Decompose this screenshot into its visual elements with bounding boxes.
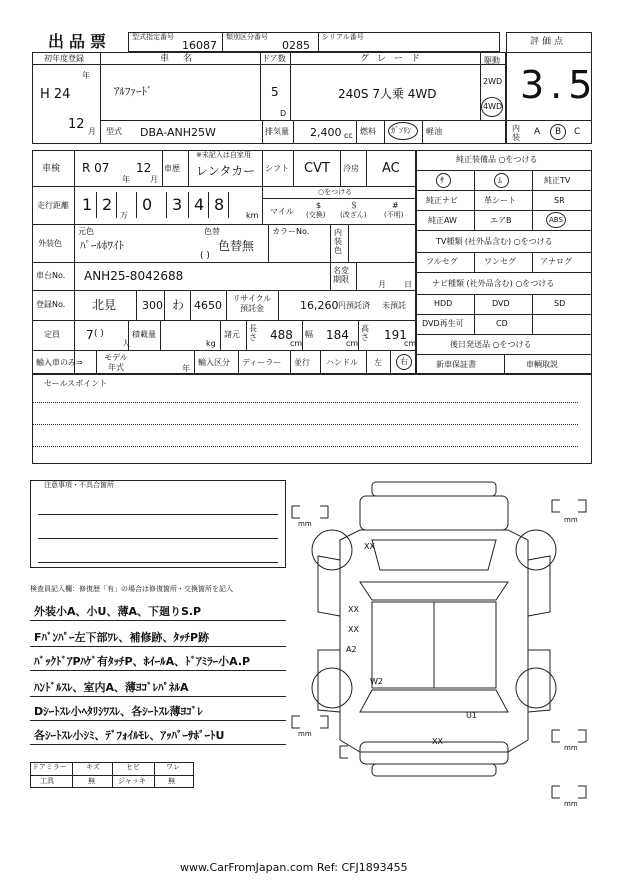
import-dealer: ディーラー <box>242 358 282 367</box>
interior-option-a: A <box>534 127 541 137</box>
navi-sd: SD <box>554 299 566 308</box>
mileage-modified-mark: ＄ <box>350 201 358 210</box>
mirror-head-crack: ヒビ <box>126 763 140 771</box>
inspector-line-3: ﾊﾞｯｸﾄﾞｱPﾊｹﾞ有ﾀｯﾁP、ﾎｲｰﾙA、ﾄﾞｱﾐﾗｰ小A.P <box>34 655 251 668</box>
length-label: 長さ <box>249 324 257 342</box>
grade-label: グレード <box>360 54 429 64</box>
mm-label-2: mm <box>564 516 578 524</box>
inspection-label: 車検 <box>42 164 61 174</box>
model-label: 型式 <box>106 127 122 136</box>
damage-mark-door: W2 <box>370 677 383 686</box>
car-name-label: 車名 <box>160 54 207 64</box>
registration-kana: わ <box>172 298 185 312</box>
equip-ps: ｻ <box>440 176 444 185</box>
orig-color-label: 元色 <box>78 227 94 236</box>
registration-class: 300 <box>142 299 163 312</box>
vin-value: ANH25-8042688 <box>84 269 184 283</box>
capacity-label: 定員 <box>44 330 60 339</box>
recycle-unpaid: 未預託 <box>382 301 406 310</box>
name-change-day: 日 <box>404 280 412 289</box>
mileage-digit-4: 3 <box>172 195 183 214</box>
mileage-unknown-mark: # <box>392 201 399 210</box>
interior-option-b: B <box>555 127 562 137</box>
registration-label: 登録No. <box>36 300 66 309</box>
mileage-digit-2: 2 <box>102 195 113 214</box>
color-label: 外装色 <box>38 239 62 248</box>
tools-value: 無 <box>88 777 95 785</box>
footer-reference: www.CarFromJapan.com Ref: CFJ1893455 <box>180 861 408 874</box>
inspection-month-unit: 月 <box>150 175 158 184</box>
displacement-label: 排気量 <box>265 127 289 136</box>
sales-point-box <box>32 374 592 464</box>
equip-abs: ABS <box>549 216 563 224</box>
equip-airbag: エアB <box>490 216 512 225</box>
paint-label: 色替 <box>204 227 220 236</box>
length-value: 488 <box>270 328 293 342</box>
mileage-mark-note: ○をつける <box>318 188 353 196</box>
first-reg-year-unit: 年 <box>82 71 90 80</box>
mileage-label: 走行距離 <box>37 201 69 210</box>
inspector-line-2: Fﾊﾞﾝﾊﾟｰ左下部ﾜﾚ、補修跡、ﾀｯﾁP跡 <box>34 631 210 644</box>
inspector-line-5: Dｼｰﾄｽﾚ小ﾍﾀﾘｼﾜｽﾚ、各ｼｰﾄｽﾚ薄ﾖｺﾞﾚ <box>34 705 203 718</box>
first-reg-era-year: H 24 <box>40 87 71 102</box>
diesel-label: 軽油 <box>426 127 442 136</box>
model-year-unit: 年 <box>182 364 190 373</box>
interior-option-c: C <box>574 127 581 137</box>
mm-label-3: mm <box>298 730 312 738</box>
inspection-year-unit: 年 <box>122 175 130 184</box>
width-value: 184 <box>326 328 349 342</box>
length-cm: cm <box>290 339 303 348</box>
mileage-exchange: (交換) <box>306 211 326 219</box>
ac-label: 冷房 <box>343 164 359 173</box>
navi-title: ナビ種類 (社外品含む) ○をつける <box>432 279 555 288</box>
handle-right: 右 <box>400 357 408 366</box>
usage-value: レンタカー <box>196 164 256 178</box>
registration-area: 北見 <box>92 298 117 312</box>
import-parallel: 並行 <box>294 358 310 367</box>
displacement-value: 2,400 <box>310 126 342 139</box>
damage-mark-front-wheel: XX <box>364 542 375 551</box>
mileage-man: 万 <box>120 211 128 220</box>
doors-label: ドア数 <box>262 54 286 63</box>
private-note: ※未記入は自家用 <box>196 151 251 159</box>
later-warranty: 新車保証書 <box>436 360 476 369</box>
height-value: 191 <box>384 328 407 342</box>
jack-label: ジャッキ <box>118 777 146 785</box>
tv-analog: アナログ <box>540 257 572 266</box>
inspection-era: R 07 <box>82 161 110 175</box>
score-value: 3.5 <box>520 63 599 107</box>
handle-label: ハンドル <box>326 358 358 367</box>
equip-pw: ﾑ <box>498 176 502 185</box>
name-change-month: 月 <box>378 280 386 289</box>
damage-mark-side: A2 <box>346 645 357 654</box>
ruibetsu-label: 類別区分番号 <box>226 33 268 41</box>
katashiki-label: 型式指定番号 <box>132 33 174 41</box>
tv-one: ワンセグ <box>484 257 516 266</box>
recycle-unit: 円預託済 <box>338 301 370 310</box>
first-reg-month: 12 <box>68 117 85 132</box>
load-kg: kg <box>206 339 216 348</box>
later-manual: 車輌取説 <box>526 360 558 369</box>
score-label: 評価点 <box>530 37 567 47</box>
equip-aw: 純正AW <box>428 216 457 225</box>
name-change-label: 名変期限 <box>333 266 349 284</box>
width-label: 幅 <box>305 330 313 339</box>
sheet-title: 出品票 <box>48 32 112 51</box>
damage-mark-bumper: XX <box>432 737 443 746</box>
first-reg-month-unit: 月 <box>88 127 96 136</box>
drive-2wd: 2WD <box>483 77 503 86</box>
tools-label: 工具 <box>40 777 54 785</box>
orig-color-value: ﾊﾟｰﾙﾎﾜｲﾄ <box>80 239 124 252</box>
color-no-label: カラーNo. <box>272 227 310 236</box>
usage-label: 車歴 <box>164 164 180 173</box>
mileage-modified: (改ざん) <box>340 211 367 219</box>
notes-box <box>30 480 286 568</box>
damage-mark-hood: XX <box>348 605 359 614</box>
interior-label: 内装 <box>512 124 520 142</box>
inspector-line-6: 各ｼｰﾄｽﾚ小ｼﾐ、ﾃﾞﾌｫｲﾙﾓﾚ、ｱｯﾊﾟｰｻﾎﾟｰﾄU <box>34 729 225 742</box>
recycle-label: リサイクル預託金 <box>232 294 272 313</box>
inspection-month: 12 <box>136 161 152 175</box>
navi-hdd: HDD <box>434 299 453 308</box>
mileage-mile: マイル <box>270 207 294 216</box>
displacement-unit: cc <box>344 131 353 140</box>
capacity-value: 7 <box>86 328 94 342</box>
shift-label: シフト <box>265 164 289 173</box>
navi-cd: CD <box>496 319 508 328</box>
tv-title: TV種類 (社外品含む) ○をつける <box>436 237 553 246</box>
model-year-label: モデル年式 <box>104 353 128 372</box>
registration-number: 4650 <box>194 299 222 312</box>
import-cat-label: 輸入区分 <box>198 358 230 367</box>
mileage-digit-3: 0 <box>142 195 153 214</box>
shift-value: CVT <box>304 161 330 176</box>
equip-sr: SR <box>554 196 565 205</box>
mm-label-5: mm <box>564 800 578 808</box>
mm-label-1: mm <box>298 520 312 528</box>
capacity-paren: ( ) <box>94 329 104 339</box>
car-name-value: ｱﾙﾌｧｰﾄﾞ <box>114 85 153 98</box>
navi-dvd: DVD <box>492 299 510 308</box>
jack-value: 無 <box>168 777 175 785</box>
doors-suffix: D <box>280 109 287 118</box>
capacity-unit: 人 <box>122 339 130 348</box>
handle-left: 左 <box>374 358 382 367</box>
damage-mark-roof: XX <box>348 625 359 634</box>
grade-value: 240S 7人乗 4WD <box>338 87 437 101</box>
mileage-unknown: (不明) <box>384 211 404 219</box>
inspector-line-1: 外装小A、小U、薄A、下廻りS.P <box>34 605 202 618</box>
inspector-label: 検査員記入欄：修復歴「有」の場合は修復箇所・交換箇所を記入 <box>30 585 233 593</box>
equip-navi: 純正ナビ <box>426 196 458 205</box>
mileage-digit-1: 1 <box>82 195 93 214</box>
inspector-line-4: ﾊﾝﾄﾞﾙｽﾚ、室内A、薄ﾖｺﾞﾚﾊﾟﾈﾙA <box>34 681 189 694</box>
drive-4wd: 4WD <box>483 102 503 111</box>
damage-mark-rear: U1 <box>466 711 477 720</box>
mileage-exchange-mark: $ <box>316 201 322 210</box>
drive-label: 駆動 <box>484 56 500 65</box>
import-label: 輸入車のみ⇒ <box>36 358 83 367</box>
serial-label: シリアル番号 <box>322 33 364 41</box>
mileage-km: km <box>246 211 259 220</box>
fuel-value: ｶﾞｿﾘﾝ <box>391 126 411 135</box>
recycle-value: 16,260 <box>300 299 339 312</box>
ruibetsu-value: 0285 <box>282 39 310 52</box>
model-value: DBA-ANH25W <box>140 126 216 139</box>
mileage-digit-5: 4 <box>194 195 205 214</box>
equip-tv: 純正TV <box>544 176 571 185</box>
navi-dvd-play: DVD再生可 <box>422 319 464 328</box>
load-label: 積載量 <box>132 330 156 339</box>
mirror-head-scratch: キズ <box>86 763 100 771</box>
paint-parens: ( ) <box>200 251 210 261</box>
equip-leather: 革シート <box>484 196 516 205</box>
mm-label-4: mm <box>564 744 578 752</box>
katashiki-value: 16087 <box>182 39 217 52</box>
dims-label: 諸元 <box>224 330 240 339</box>
width-cm: cm <box>346 339 359 348</box>
mirror-head-mirror: ドアミラー <box>32 763 67 771</box>
equipment-title: 純正装備品 ○をつける <box>456 155 538 164</box>
interior-color-label: 内装色 <box>334 228 342 255</box>
first-reg-label: 初年度登録 <box>44 54 84 63</box>
ac-value: AC <box>382 161 400 176</box>
mirror-head-break: ワレ <box>166 763 180 771</box>
paint-value: 色替無 <box>218 239 255 253</box>
doors-value: 5 <box>271 85 279 99</box>
tv-full: フルセグ <box>426 257 458 266</box>
mileage-digit-6: 8 <box>214 195 225 214</box>
height-label: 高さ <box>361 324 369 342</box>
notes-label: 注意事項・不具合箇所 <box>44 481 114 489</box>
sales-point-label: セールスポイント <box>44 379 108 388</box>
fuel-label: 燃料 <box>360 127 376 136</box>
height-cm: cm <box>404 339 417 348</box>
later-title: 後日発送品 ○をつける <box>450 340 532 349</box>
vin-label: 車台No. <box>36 271 66 280</box>
